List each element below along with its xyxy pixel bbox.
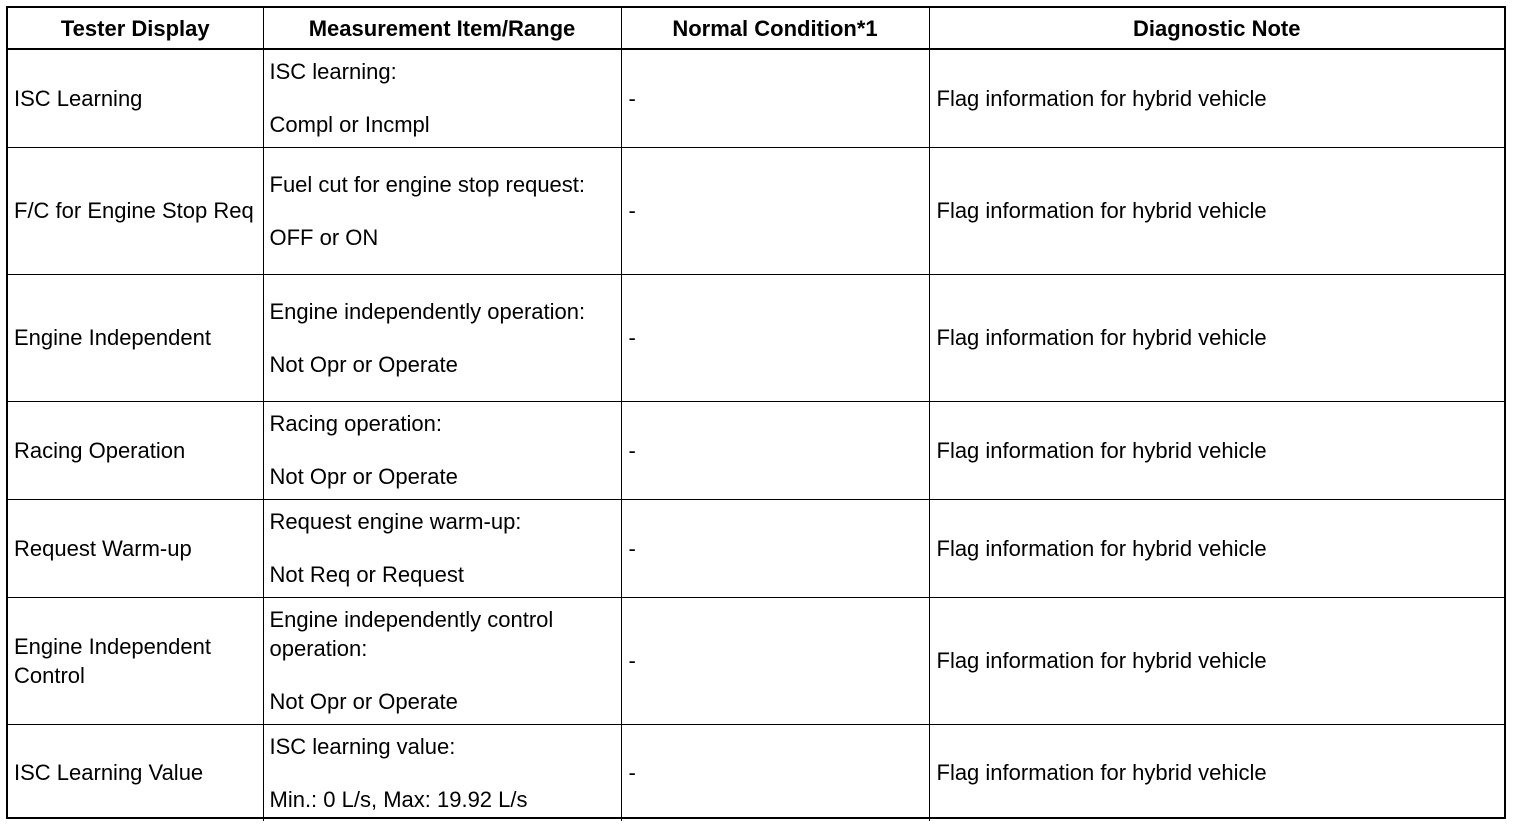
table-row [8, 597, 1504, 724]
measurement-desc: Engine independently control operation: [269, 607, 554, 661]
cell-tester-display: Engine Independent [8, 274, 263, 401]
table-row [8, 49, 1504, 147]
cell-diagnostic-note: Flag information for hybrid vehicle [929, 724, 1504, 821]
header-diagnostic-note: Diagnostic Note [929, 8, 1504, 49]
measurement-desc: Racing operation: [269, 411, 442, 436]
measurement-desc: ISC learning: [269, 59, 397, 85]
measurement-range: Not Req or Request [269, 562, 464, 587]
cell-measurement [263, 499, 621, 597]
cell-diagnostic-note: Flag information for hybrid vehicle [929, 274, 1504, 401]
measurement-range: OFF or ON [269, 224, 379, 250]
table-row [8, 724, 1504, 821]
cell-tester-display: ISC Learning Value [8, 724, 263, 821]
header-measurement: Measurement Item/Range [263, 8, 621, 49]
cell-normal-condition: - [621, 147, 929, 274]
header-tester-display: Tester Display [8, 8, 263, 49]
cell-diagnostic-note: Flag information for hybrid vehicle [929, 147, 1504, 274]
measurement-desc: Fuel cut for engine stop request: [269, 171, 586, 197]
cell-normal-condition: - [621, 274, 929, 401]
cell-tester-display: Racing Operation [8, 401, 263, 499]
table-row [8, 274, 1504, 401]
cell-measurement [263, 724, 621, 821]
cell-normal-condition: - [621, 499, 929, 597]
cell-tester-display: F/C for Engine Stop Req [8, 147, 263, 274]
cell-normal-condition: - [621, 49, 929, 147]
measurement-desc: Engine independently operation: [269, 298, 586, 324]
measurement-range: Not Opr or Operate [269, 464, 458, 489]
cell-diagnostic-note: Flag information for hybrid vehicle [929, 499, 1504, 597]
measurement-desc: Request engine warm-up: [269, 509, 522, 534]
table-row [8, 401, 1504, 499]
cell-diagnostic-note: Flag information for hybrid vehicle [929, 401, 1504, 499]
cell-measurement [263, 49, 621, 147]
cell-normal-condition: - [621, 724, 929, 821]
cell-measurement [263, 401, 621, 499]
measurement-range: Not Opr or Operate [269, 351, 458, 377]
cell-normal-condition: - [621, 597, 929, 724]
cell-tester-display: Request Warm-up [8, 499, 263, 597]
measurement-desc: ISC learning value: [269, 733, 456, 759]
table-row [8, 147, 1504, 274]
cell-measurement [263, 597, 621, 724]
cell-measurement [263, 274, 621, 401]
measurement-range: Not Opr or Operate [269, 689, 458, 714]
data-list-table [8, 8, 1504, 821]
header-row [8, 8, 1504, 49]
cell-tester-display: Engine Independent Control [8, 597, 263, 724]
cell-diagnostic-note: Flag information for hybrid vehicle [929, 49, 1504, 147]
header-normal-condition: Normal Condition*1 [621, 8, 929, 49]
table-row [8, 499, 1504, 597]
measurement-range: Compl or Incmpl [269, 112, 430, 138]
measurement-range: Min.: 0 L/s, Max: 19.92 L/s [269, 786, 528, 812]
data-list-table-container [6, 6, 1506, 819]
cell-measurement [263, 147, 621, 274]
cell-normal-condition: - [621, 401, 929, 499]
cell-diagnostic-note: Flag information for hybrid vehicle [929, 597, 1504, 724]
cell-tester-display: ISC Learning [8, 49, 263, 147]
